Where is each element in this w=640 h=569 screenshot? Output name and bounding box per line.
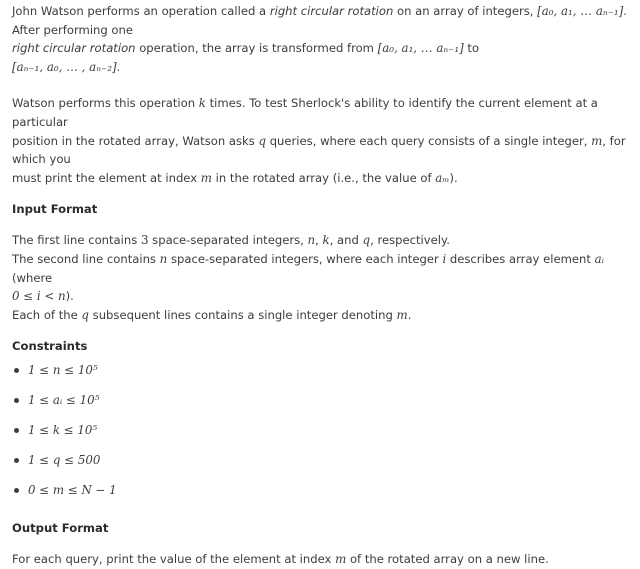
math-i: i xyxy=(442,251,447,266)
intro-text: . After performing one xyxy=(12,4,627,37)
description-text: position in the rotated array, Watson asks xyxy=(12,133,259,148)
input-format-body xyxy=(12,231,628,324)
input-text: The second line contains xyxy=(12,251,160,266)
input-text: space-separated integers, xyxy=(148,233,308,248)
math-array: [a₀, a₁, … aₙ₋₁] xyxy=(537,4,624,18)
input-text: . xyxy=(407,307,412,322)
output-text: of the rotated array on a new line. xyxy=(346,552,549,567)
input-text: , and xyxy=(329,233,363,248)
math-q: q xyxy=(258,133,267,148)
math-q: q xyxy=(362,233,371,248)
math-k: k xyxy=(322,233,330,248)
intro-text: on an array of integers, xyxy=(393,4,538,18)
constraints-list xyxy=(12,355,628,505)
bullet-icon xyxy=(14,488,19,493)
math-m: m xyxy=(396,307,408,322)
constraint-item xyxy=(12,415,628,445)
description-text: must print the element at index xyxy=(12,170,201,185)
input-text: space-separated integers, where each integer xyxy=(167,251,443,266)
intro-text: . xyxy=(116,59,121,74)
description-text: Watson performs this operation xyxy=(12,96,199,111)
output-text: For each query, print the value of the element at index xyxy=(12,552,336,567)
math-array-rotated: [aₙ₋₁, a₀, … , aₙ₋₂] xyxy=(12,59,117,74)
math-am: aₘ xyxy=(435,170,450,185)
math-array: [a₀, a₁, … aₙ₋₁] xyxy=(377,41,464,56)
input-text: subsequent lines contains a single integer denoting xyxy=(88,307,397,322)
math-q: q xyxy=(81,307,89,322)
constraint-item xyxy=(12,385,628,415)
description-text: ). xyxy=(449,170,458,185)
math-m: m xyxy=(335,552,347,567)
bullet-icon xyxy=(14,458,19,463)
description-paragraph xyxy=(12,94,628,187)
input-text: The first line contains xyxy=(12,233,141,248)
intro-text: to xyxy=(463,41,480,56)
bullet-icon xyxy=(14,398,19,403)
constraint-text: 0 ≤ m ≤ N − 1 xyxy=(28,483,117,498)
math-three: 3 xyxy=(140,233,149,248)
math-n: n xyxy=(307,233,316,248)
math-n: n xyxy=(159,251,168,266)
description-text: in the rotated array (i.e., the value of xyxy=(211,170,436,185)
intro-emphasis: right circular rotation xyxy=(269,4,394,18)
intro-text: John Watson performs an operation called a xyxy=(12,4,270,18)
intro-text: operation, the array is transformed from xyxy=(135,41,378,56)
math-k: k xyxy=(198,96,206,111)
input-text: , respectively. xyxy=(370,233,450,248)
input-text: Each of the xyxy=(12,307,82,322)
description-text: , for which you xyxy=(12,133,626,167)
math-ai: aᵢ xyxy=(594,251,605,266)
constraint-text: 1 ≤ q ≤ 500 xyxy=(28,453,101,468)
input-text: (where xyxy=(12,270,53,285)
constraint-text: 1 ≤ n ≤ 10⁵ xyxy=(28,363,98,378)
constraint-item xyxy=(12,445,628,475)
math-m: m xyxy=(200,170,212,185)
input-text: , xyxy=(315,233,323,248)
description-text: times. To test Sherlock's ability to identify the current element at a particular xyxy=(12,96,598,129)
input-text: ). xyxy=(65,289,74,304)
constraint-item xyxy=(12,355,628,385)
description-text: queries, where each query consists of a single integer, xyxy=(266,133,592,148)
math-condition: 0 ≤ i < n xyxy=(12,289,66,304)
output-format-heading: Output Format xyxy=(12,521,109,536)
constraint-text: 1 ≤ aᵢ ≤ 10⁵ xyxy=(28,393,100,408)
math-m: m xyxy=(591,133,603,148)
bullet-icon xyxy=(14,428,19,433)
bullet-icon xyxy=(14,368,19,373)
input-format-heading: Input Format xyxy=(12,202,98,217)
constraint-text: 1 ≤ k ≤ 10⁵ xyxy=(28,423,98,438)
constraint-item xyxy=(12,475,628,505)
intro-emphasis: right circular rotation xyxy=(12,41,136,56)
intro-paragraph xyxy=(12,2,628,76)
output-format-body xyxy=(12,550,628,569)
input-text: describes array element xyxy=(446,251,595,266)
constraints-heading: Constraints xyxy=(12,339,88,354)
